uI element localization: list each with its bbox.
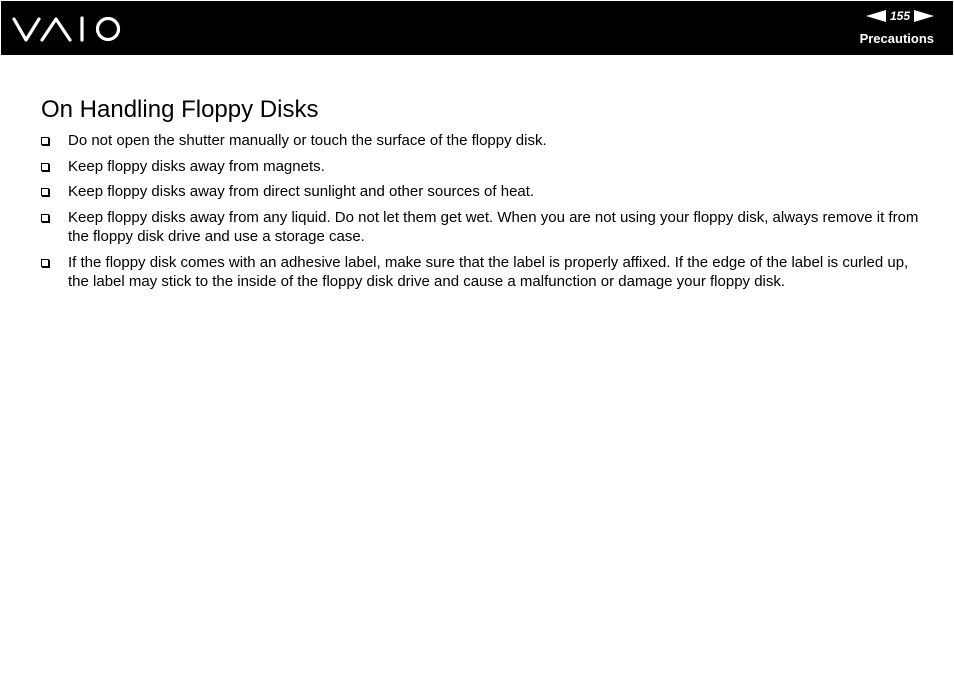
list-item-text: Keep floppy disks away from direct sunlight and other sources of heat.	[68, 183, 535, 200]
previous-page-arrow-icon[interactable]	[866, 10, 886, 22]
checkbox-square-icon	[41, 163, 49, 171]
checkbox-square-icon	[41, 188, 49, 196]
list-item	[41, 182, 926, 202]
page-navigation	[866, 8, 934, 24]
next-page-arrow-icon[interactable]	[914, 10, 934, 22]
checkbox-square-icon	[41, 214, 49, 222]
list-item	[41, 253, 926, 292]
list-item-text: If the floppy disk comes with an adhesive label, make sure that the label is properly affixed. If the edge of the label is curled up, the label may stick to the inside of the floppy disk drive and cause a malfunction or damage your floppy disk.	[68, 253, 909, 290]
page-title: On Handling Floppy Disks	[41, 96, 319, 123]
list-item	[41, 157, 926, 177]
precautions-list	[41, 131, 926, 298]
checkbox-square-icon	[41, 137, 49, 145]
header-bar	[1, 1, 953, 55]
list-item-text: Keep floppy disks away from magnets.	[68, 157, 325, 175]
list-item-text: Keep floppy disks away from any liquid. Do not let them get wet. When you are not using your floppy disk, always remove it from the floppy disk drive and use a storage case.	[68, 208, 919, 245]
list-item	[41, 208, 926, 247]
vaio-logo	[12, 14, 122, 44]
page-number: 155	[889, 9, 910, 23]
section-label: Precautions	[859, 31, 934, 46]
list-item-text: Do not open the shutter manually or touch the surface of the floppy disk.	[68, 132, 547, 149]
checkbox-square-icon	[41, 259, 49, 267]
list-item	[41, 131, 926, 151]
